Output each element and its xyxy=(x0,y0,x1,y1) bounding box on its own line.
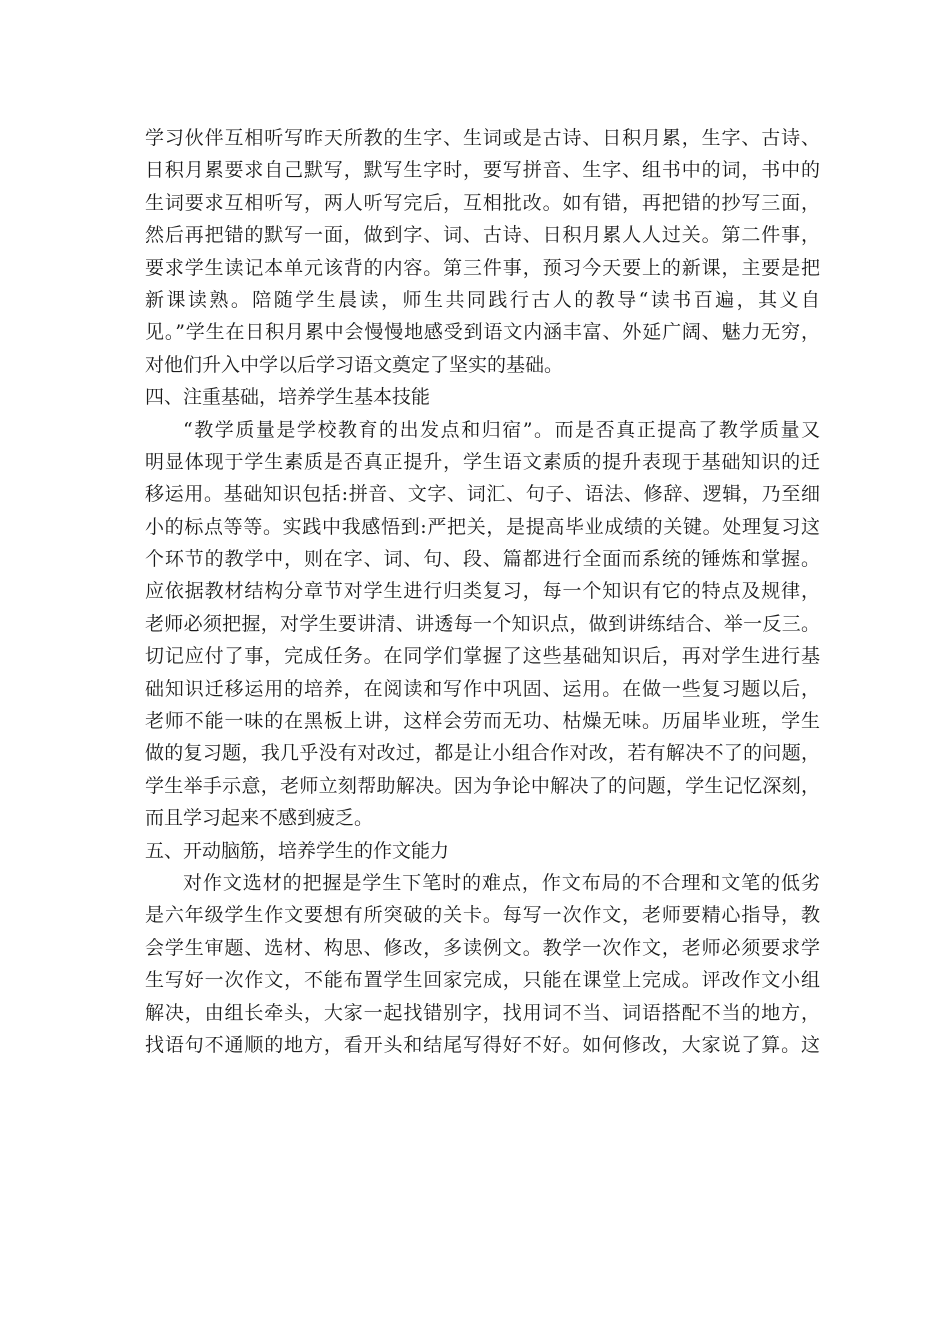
paragraph-line: 础知识迁移运用的培养，在阅读和写作中巩固、运用。在做一些复习题以后， xyxy=(145,677,820,700)
paragraph-line: 生写好一次作文，不能布置学生回家完成，只能在课堂上完成。评改作文小组 xyxy=(145,969,820,992)
paragraph-line: “教学质量是学校教育的出发点和归宿”。而是否真正提高了教学质量又 xyxy=(183,418,820,441)
paragraph-line: 切记应付了事，完成任务。在同学们掌握了这些基础知识后，再对学生进行基 xyxy=(145,645,820,668)
paragraph-line: 小的标点等等。实践中我感悟到:严把关，是提高毕业成绩的关键。处理复习这 xyxy=(145,515,820,538)
paragraph-line: 会学生审题、选材、构思、修改，多读例文。教学一次作文，老师必须要求学 xyxy=(145,936,820,959)
paragraph-line: 学习伙伴互相听写昨天所教的生字、生词或是古诗、日积月累，生字、古诗、 xyxy=(145,127,820,149)
paragraph-line: 要求学生读记本单元该背的内容。第三件事，预习今天要上的新课，主要是把 xyxy=(145,256,820,279)
paragraph-line: 解决，由组长牵头，大家一起找错别字，找用词不当、词语搭配不当的地方， xyxy=(145,1001,820,1024)
paragraph-line: 然后再把错的默写一面，做到字、词、古诗、日积月累人人过关。第二件事， xyxy=(145,224,820,247)
paragraph-line: 而且学习起来不感到疲乏。 xyxy=(145,807,374,830)
paragraph-line: 老师不能一味的在黑板上讲，这样会劳而无功、枯燥无味。历届毕业班，学生 xyxy=(145,710,820,733)
paragraph-line: 日积月累要求自己默写，默写生字时，要写拼音、生字、组书中的词，书中的 xyxy=(145,159,820,182)
paragraph-line: 明显体现于学生素质是否真正提升，学生语文素质的提升表现于基础知识的迁 xyxy=(145,450,820,473)
paragraph-line: 老师必须把握，对学生要讲清、讲透每一个知识点，做到讲练结合、举一反三。 xyxy=(145,612,820,635)
paragraph-line: 生词要求互相听写，两人听写完后，互相批改。如有错，再把错的抄写三面， xyxy=(145,191,820,214)
paragraph-line: 对作文选材的把握是学生下笔时的难点，作文布局的不合理和文笔的低劣 xyxy=(183,871,820,894)
section-heading-4: 四、注重基础，培养学生基本技能 xyxy=(145,386,431,409)
paragraph-line: 找语句不通顺的地方，看开头和结尾写得好不好。如何修改，大家说了算。这 xyxy=(145,1033,820,1056)
paragraph-line: 学生举手示意，老师立刻帮助解决。因为争论中解决了的问题，学生记忆深刻， xyxy=(145,774,820,797)
paragraph-line: 新课读熟。陪随学生晨读，师生共同践行古人的教导“读书百遍，其义自 xyxy=(145,288,820,311)
document-body xyxy=(145,122,820,1061)
paragraph-line: 是六年级学生作文要想有所突破的关卡。每写一次作文，老师要精心指导，教 xyxy=(145,904,820,927)
section-heading-5: 五、开动脑筋，培养学生的作文能力 xyxy=(145,839,450,862)
paragraph-line: 见。”学生在日积月累中会慢慢地感受到语文内涵丰富、外延广阔、魅力无穷， xyxy=(145,321,820,344)
paragraph-line: 个环节的教学中，则在字、词、句、段、篇都进行全面而系统的锤炼和掌握。 xyxy=(145,548,820,571)
paragraph-line: 做的复习题，我几乎没有对改过，都是让小组合作对改，若有解决不了的问题， xyxy=(145,742,820,765)
paragraph-line: 应依据教材结构分章节对学生进行归类复习，每一个知识有它的特点及规律， xyxy=(145,580,820,603)
paragraph-line: 移运用。基础知识包括:拼音、文字、词汇、句子、语法、修辞、逻辑，乃至细 xyxy=(145,483,820,506)
paragraph-line: 对他们升入中学以后学习语文奠定了坚实的基础。 xyxy=(145,353,564,376)
